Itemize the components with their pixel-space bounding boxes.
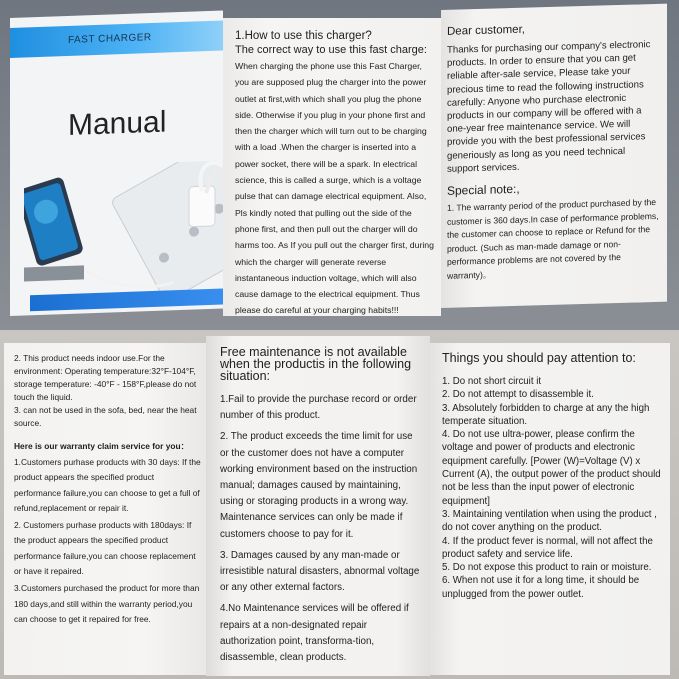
list-item: 2. The product exceeds the time limit for use or the customer does not have a computer working environment based on the instruction manual; damages caused by maintaining, using or storaging products in a wrong way. Maintenance services can only be made if customers choose to pay for it. xyxy=(220,431,418,540)
special-note-body: 1. The warranty period of the product purchased by the customer is 360 days.In case of performance problems, the customer can choose to replace or Refund for the product. (Such as man-made damage or non-performance problems are not covered by the warranty)。 xyxy=(447,197,659,281)
condition-item: 2. This product needs indoor use.For the environment: Operating temperature:32°F-104°F, storage temperature: -40°F - 158°F,please do not touch the liquid. xyxy=(14,353,197,402)
list-item: 3. Damages caused by any man-made or irresistible natural disasters, abnormal voltage or any other external factors. xyxy=(220,549,420,594)
list-item: 3. Maintaining ventilation when using the product , do not cover anything on the product. xyxy=(442,508,657,534)
free-maintenance-heading: Free maintenance is not available when the productis in the following situation: xyxy=(220,345,412,383)
attention-panel xyxy=(430,343,670,675)
list-item: 4.No Maintenance services will be offered if repairs at a non-designated repair authorization point, transforma-tion, disassemble, clean products. xyxy=(220,603,409,664)
list-item: 1. Do not short circuit it xyxy=(442,376,542,387)
dear-customer-body: Thanks for purchasing our company's electronic products. In order to ensure that you can get reliable after-sale service, Please take your precious time to read the following instructions carefully: Anyone who purchase electronic products in our company will be offered with a one-year free maintenance service. We will provide you with the best professional services generiously as long as you need technical support services. xyxy=(447,39,651,175)
charger-photo-illustration xyxy=(24,161,223,303)
cover-brand: FAST CHARGER xyxy=(68,32,152,46)
manual-cover-panel xyxy=(10,11,223,316)
special-note-heading: Special note:, xyxy=(447,181,520,198)
list-item: 5. Do not expose this product to rain or moisture. xyxy=(442,562,652,574)
list-item: 4. Do not use ultra-power, please confirm the voltage and power of products and electronic equipment carefully. [Power (W)=Voltage (V) x Current (A), the output power of the product should not be less than the input power of electronic equipment] xyxy=(442,429,661,507)
list-item: 1.Fail to provide the purchase record or order number of this product. xyxy=(220,394,417,422)
list-item: 4. If the product fever is normal, will not affect the product safety and service life. xyxy=(442,535,653,560)
warranty-claim-item: 1.Customers purhase products with 30 days: If the product appears the specified product performance failure,you can choose to get a full of refund,replacement or repair it. xyxy=(14,457,201,513)
free-maintenance-list xyxy=(220,392,424,666)
list-item: 6. When not use it for a long time, it should be unplugged from the power outlet. xyxy=(442,575,640,600)
list-item: 3. Absolutely forbidden to charge at any the high temperate situation. xyxy=(442,402,650,427)
how-to-use-subheading: The correct way to use this fast charge: xyxy=(235,44,427,56)
conditions-panel xyxy=(4,343,206,675)
attention-list xyxy=(442,375,664,601)
warranty-claim-heading: Here is our warranty claim service for you： xyxy=(14,441,190,451)
free-maintenance-panel xyxy=(206,336,430,676)
how-to-use-body: When charging the phone use this Fast Charger, you are supposed plug the charger into the power outlet at first,with which shall you plug the phone side. Otherwise if you plug in your phone first and then the charger which will turn out to be charging with a load .When the charger is inserted into a power socket, there will be a spark. In electrical science, this is called a surge, which is a voltage pulse that can damage electrical equipment. Also, Pls kindly noted that pulling out the side of the phone first, and then pull out the charger will do harms too. As If you pull out the charger first, during which the charger will generate reverse instantaneous induction voltage, which will also cause damage to the electrical equipment. Thus please do careful at your charging habits!!! xyxy=(235,61,434,316)
list-item: 2. Do not attempt to disassemble it. xyxy=(442,389,594,401)
dear-customer-heading: Dear customer, xyxy=(447,23,525,38)
attention-heading: Things you should pay attention to: xyxy=(442,351,636,365)
warranty-claim-item: 3.Customers purchased the product for more than 180 days,and still within the warranty period,you can choose to get it repaired for free. xyxy=(14,583,200,624)
dear-customer-panel xyxy=(441,4,667,308)
condition-item: 3. can not be used in the sofa, bed, near the heat source. xyxy=(14,405,197,428)
how-to-use-panel xyxy=(223,18,441,316)
cover-title: Manual xyxy=(68,105,167,142)
warranty-claim-item: 2. Customers purhase products with 180days: If the product appears the specified product performance failure,you can choose replacement or have it repaired. xyxy=(14,520,196,577)
how-to-use-heading: 1.How to use this charger? xyxy=(235,30,372,42)
